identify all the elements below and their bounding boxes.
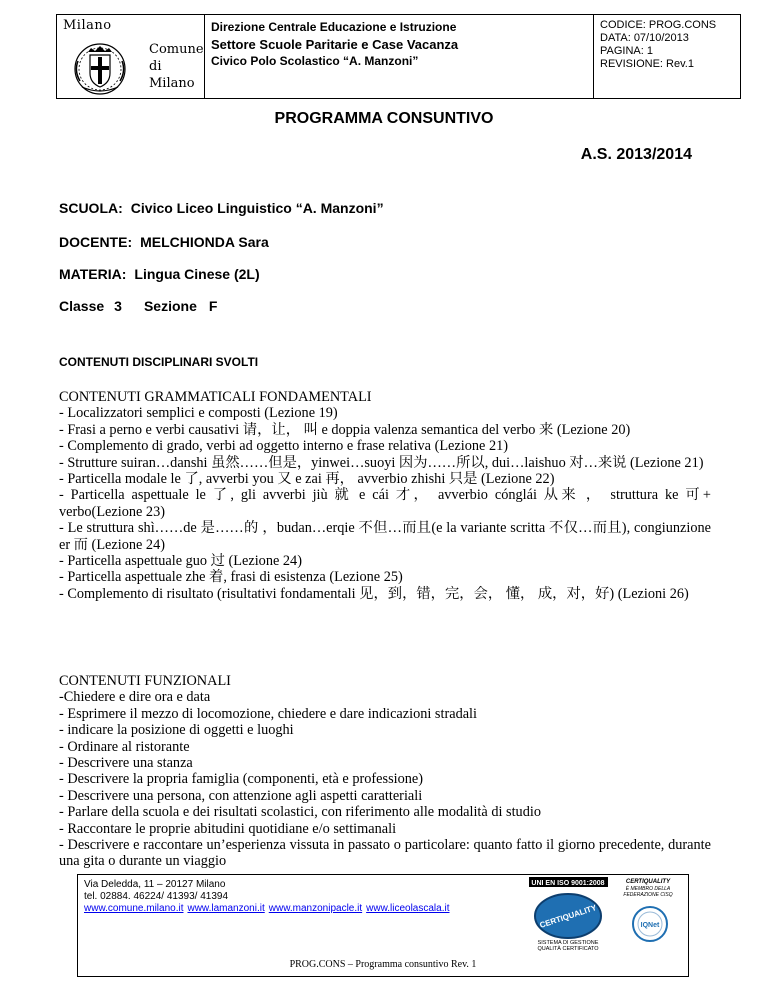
- school-year: A.S. 2013/2014: [580, 146, 692, 163]
- class-value: 3: [114, 298, 122, 314]
- list-item: - Ordinare al ristorante: [59, 738, 190, 755]
- link-comune[interactable]: www.comune.milano.it: [84, 903, 184, 914]
- document-header: [56, 14, 741, 99]
- cert-federation-line: FEDERAZIONE CISQ: [623, 892, 673, 898]
- link-manzonipacle[interactable]: www.manzonipacle.it: [268, 903, 363, 914]
- teacher-row: [59, 234, 269, 250]
- city-crest-icon: [66, 39, 134, 97]
- cert-member-line: È MEMBRO DELLA: [625, 886, 671, 892]
- subject-row: [59, 266, 260, 282]
- comune-logo: [57, 15, 205, 98]
- list-item: - Particella modale le 了, avverbi you 又 e zai 再， avverbio zhishi 只是 (Lezione 22): [59, 471, 555, 488]
- link-liceolascala[interactable]: www.liceolascala.it: [366, 903, 450, 914]
- grammar-heading: CONTENUTI GRAMMATICALI FONDAMENTALI: [59, 389, 372, 405]
- iqnet-label: IQNet: [640, 922, 660, 929]
- functional-section: [59, 673, 711, 870]
- footer-contacts: [84, 879, 454, 915]
- header-polo: Civico Polo Scolastico “A. Manzoni”: [211, 54, 419, 68]
- list-item: -Chiedere e dire ora e data: [59, 689, 211, 706]
- logo-city: Milano: [63, 18, 112, 33]
- cert-standard: UNI EN ISO 9001:2008: [531, 880, 605, 887]
- list-item: - Particella aspettuale guo 过 (Lezione 24): [59, 553, 302, 570]
- list-item: - Parlare della scuola e dei risultati scolastici, con riferimento alle modalità di studio: [59, 804, 541, 821]
- header-data: DATA: 07/10/2013: [600, 32, 689, 44]
- school-row: [59, 200, 384, 216]
- footer-phones: tel. 02884. 46224/ 41393/ 41394: [84, 891, 229, 902]
- cert-brand: CERTIQUALITY: [538, 903, 598, 930]
- document-title: PROGRAMMA CONSUNTIVO: [274, 110, 494, 127]
- functional-heading: CONTENUTI FUNZIONALI: [59, 673, 231, 689]
- section-heading: CONTENUTI DISCIPLINARI SVOLTI: [59, 355, 259, 369]
- header-document-code: [594, 15, 740, 98]
- list-item: - Strutture suiran…danshi 虽然……但是，yinwei…suoyi 因为……所以, dui…laishuo 对…来说 (Lezione 21): [59, 454, 704, 471]
- class-row: [59, 298, 217, 314]
- cert-quality-line: QUALITÀ CERTIFICATO: [537, 946, 599, 952]
- footer-address: Via Deledda, 11 – 20127 Milano: [84, 879, 226, 890]
- list-item: - indicare la posizione di oggetti e luoghi: [59, 722, 294, 739]
- cert-system-line: SISTEMA DI GESTIONE: [537, 940, 599, 946]
- section-label: Sezione: [143, 298, 197, 314]
- list-item: - Le struttura shì……de 是……的 ，budan…erqie 不但…而且(e la variante scritta 不仅…而且), congiunzione er 而 (Lezione 24): [59, 520, 711, 553]
- footer-page-note: PROG.CONS – Programma consuntivo Rev. 1: [289, 959, 477, 970]
- list-item: - Complemento di grado, verbi ad oggetto interno e frase relativa (Lezione 21): [59, 438, 508, 455]
- grammar-section: [59, 389, 711, 602]
- school-label: SCUOLA:: [59, 200, 123, 216]
- list-item: - Localizzatori semplici e composti (Lezione 19): [59, 405, 338, 422]
- header-institution: [205, 15, 594, 98]
- cert-name-small: CERTIQUALITY: [625, 879, 671, 885]
- header-codice: CODICE: PROG.CONS: [600, 19, 717, 31]
- list-item: - Descrivere una stanza: [59, 755, 193, 772]
- class-label: Classe: [59, 298, 105, 314]
- logo-comune-text: Comune di Milano: [149, 42, 204, 91]
- document-footer: [77, 874, 689, 977]
- certiquality-badge-icon: [528, 876, 685, 952]
- school-value: Civico Liceo Linguistico “A. Manzoni”: [130, 200, 384, 216]
- header-settore: Settore Scuole Paritarie e Case Vacanza: [211, 37, 459, 52]
- list-item: - Frasi a perno e verbi causativi 请，让， 叫 e doppia valenza semantica del verbo 来 (Lezione 20): [59, 421, 631, 438]
- footer-links: [84, 903, 454, 915]
- subject-value: Lingua Cinese (2L): [134, 266, 260, 282]
- subject-label: MATERIA:: [59, 266, 127, 282]
- header-pagina: PAGINA: 1: [600, 45, 653, 57]
- link-lamanzoni[interactable]: www.lamanzoni.it: [187, 903, 265, 914]
- list-item: - Complemento di risultato (risultativi fondamentali 见，到，错，完，会， 懂， 成，对，好) (Lezioni 26): [59, 585, 689, 602]
- teacher-value: MELCHIONDA Sara: [140, 234, 269, 250]
- list-item: - Particella aspettuale le 了, gli avverbi jiù 就 e cái 才， avverbio cónglái 从来 ， struttura ke 可+ verbo(Lezione 23): [59, 487, 711, 520]
- list-item: - Raccontare le proprie abitudini quotidiane e/o settimanali: [59, 820, 397, 837]
- list-item: - Particella aspettuale zhe 着, frasi di esistenza (Lezione 25): [59, 569, 403, 586]
- header-revisione: REVISIONE: Rev.1: [600, 58, 694, 70]
- list-item: - Descrivere la propria famiglia (componenti, età e professione): [59, 771, 424, 788]
- list-item: - Descrivere e raccontare un’esperienza vissuta in passato o particolare: quanto fatto il giorno precedente, durante una gita o durante un viaggio: [59, 837, 711, 870]
- list-item: - Esprimere il mezzo di locomozione, chiedere e dare indicazioni stradali: [59, 705, 478, 722]
- list-item: - Descrivere una persona, con attenzione agli aspetti caratteriali: [59, 787, 423, 804]
- section-value: F: [208, 298, 218, 314]
- header-direzione: Direzione Centrale Educazione e Istruzione: [211, 20, 457, 34]
- teacher-label: DOCENTE:: [59, 234, 133, 250]
